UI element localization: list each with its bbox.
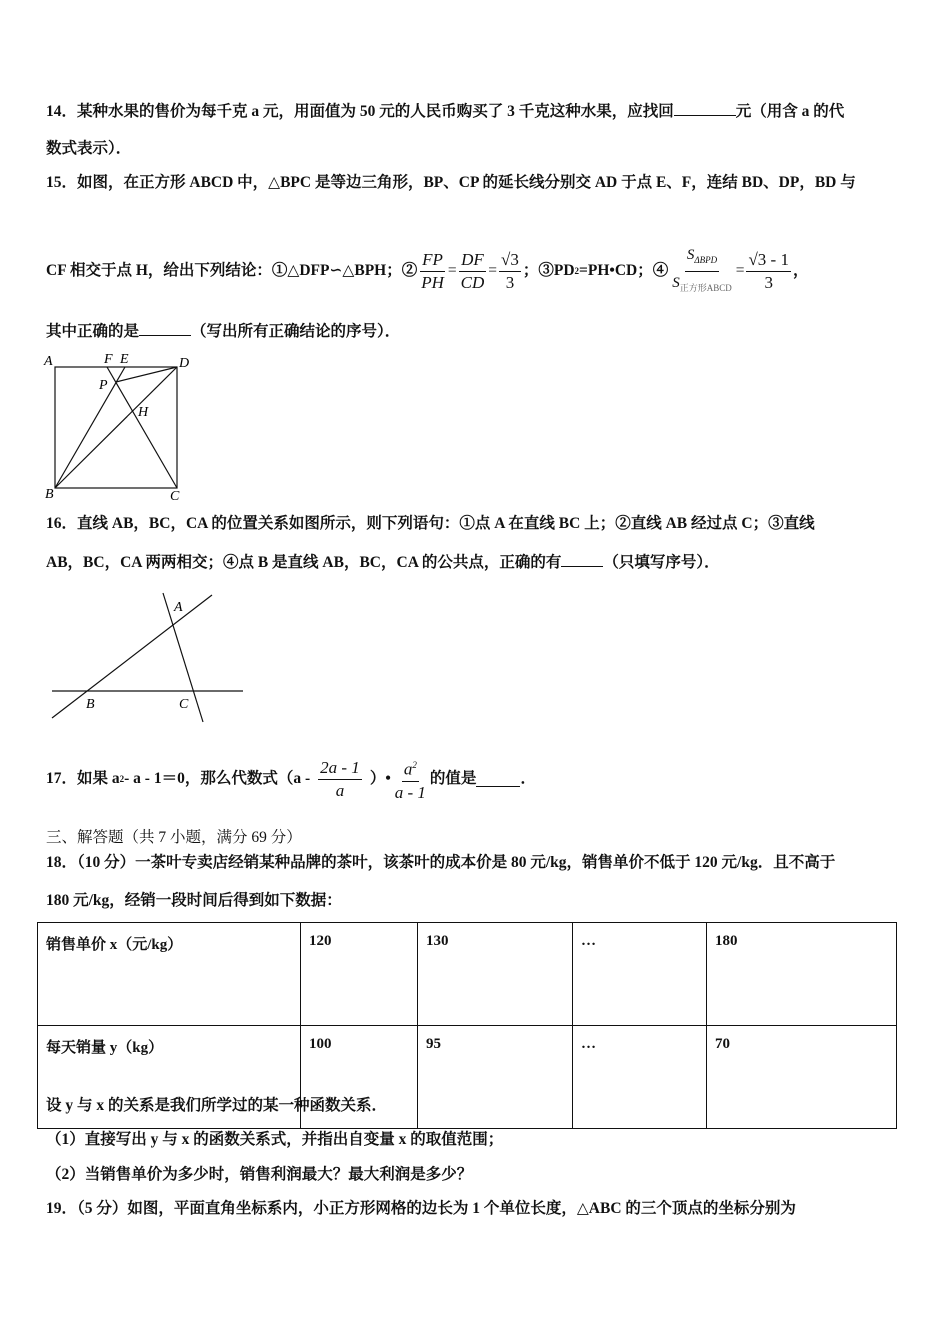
lines-figure xyxy=(0,580,260,740)
subscript: 正方形ABCD xyxy=(679,282,732,293)
equals: = xyxy=(735,262,745,279)
table-cell: 70 xyxy=(707,1026,897,1129)
q16-text: （只填写序号）． xyxy=(603,554,720,571)
table-cell: 每天销量 y（kg） xyxy=(38,1026,301,1129)
table-cell: 销售单价 x（元/kg） xyxy=(38,923,301,1026)
equals: = xyxy=(488,262,498,279)
numerator xyxy=(685,244,719,272)
q17-text: 的值是 xyxy=(429,770,477,787)
denominator: CD xyxy=(460,272,485,292)
numerator: DF xyxy=(459,249,486,272)
q18-line1: 18．（10 分）一茶叶专卖店经销某种品牌的茶叶，该茶叶的成本价是 80 元/kg，销售单价不低于 120 元/kg．且不高于 xyxy=(46,854,836,871)
table-cell: 95 xyxy=(418,1026,573,1129)
denominator: PH xyxy=(421,272,444,292)
superscript: 2 xyxy=(412,760,417,771)
s: S xyxy=(672,274,680,291)
section-heading: 三、解答题（共 7 小题，满分 69 分） xyxy=(46,829,302,846)
label-f: F xyxy=(104,352,113,367)
table-cell: … xyxy=(573,923,707,1026)
fraction xyxy=(670,244,734,299)
table-cell: 100 xyxy=(301,1026,418,1129)
numerator: √3 - 1 xyxy=(746,249,791,272)
fraction xyxy=(393,754,428,804)
q17-text: 17．如果 a xyxy=(46,770,120,787)
superscript: 2 xyxy=(119,774,125,784)
denominator: 3 xyxy=(505,272,515,292)
q18-part2: （2）当销售单价为多少时，销售利润最大？最大利润是多少？ xyxy=(46,1166,473,1183)
q16-text: AB，BC，CA 两两相交；④点 B 是直线 AB，BC，CA 的公共点，正确的有 xyxy=(46,554,562,571)
numerator xyxy=(402,754,419,782)
table-cell: 130 xyxy=(418,923,573,1026)
q14-text-b: 元（用含 a 的代 xyxy=(735,103,845,120)
denominator: 3 xyxy=(764,272,773,292)
line-be xyxy=(55,367,125,488)
numerator: 2a - 1 xyxy=(318,757,362,780)
q14-text: 14．某种水果的售价为每千克 a 元，用面值为 50 元的人民币购买了 3 千克这种水果，应找回 xyxy=(46,103,674,120)
fraction xyxy=(459,249,487,294)
denominator: a - 1 xyxy=(394,782,426,802)
fraction xyxy=(419,249,446,294)
fraction xyxy=(318,757,362,802)
label-p: P xyxy=(99,378,108,393)
line-cf xyxy=(107,367,177,488)
q19-line1: 19．（5 分）如图，平面直角坐标系内，小正方形网格的边长为 1 个单位长度，△ABC 的三个顶点的坐标分别为 xyxy=(46,1200,796,1217)
label-b: B xyxy=(86,697,95,712)
comma: ， xyxy=(792,262,809,279)
label-b: B xyxy=(45,487,54,502)
superscript: 2 xyxy=(574,266,580,276)
q15-text: =PH•CD；④ xyxy=(579,262,669,279)
q14-line2: 数式表示）． xyxy=(46,140,132,157)
a: a xyxy=(403,759,413,779)
square-figure xyxy=(0,0,260,510)
q17-line xyxy=(46,750,536,808)
label-c: C xyxy=(170,489,180,504)
table-cell: 180 xyxy=(707,923,897,1026)
line-bd xyxy=(55,367,177,488)
label-c: C xyxy=(179,697,189,712)
q15-text: CF 相交于点 H，给出下列结论：①△DFP∽△BPH；② xyxy=(46,262,418,279)
q18-part1: （1）直接写出 y 与 x 的函数关系式，并指出自变量 x 的取值范围； xyxy=(46,1131,504,1148)
answer-blank xyxy=(674,101,736,116)
equals: = xyxy=(447,262,457,279)
line-dp xyxy=(116,367,177,382)
table-row xyxy=(38,923,897,1026)
label-e: E xyxy=(120,352,129,367)
numerator: FP xyxy=(420,249,445,272)
table-cell: … xyxy=(573,1026,707,1129)
q18-line2: 180 元/kg，经销一段时间后得到如下数据： xyxy=(46,892,342,909)
q16-line2 xyxy=(46,552,720,573)
q15-text: ；③PD xyxy=(522,262,575,279)
numerator: √3 xyxy=(499,249,521,272)
q17-text: ）• xyxy=(369,770,391,787)
q16-line1: 16．直线 AB，BC，CA 的位置关系如图所示，则下列语句：①点 A 在直线 BC 上；②直线 AB 经过点 C；③直线 xyxy=(46,515,815,532)
q17-text: ． xyxy=(520,770,536,787)
answer-blank xyxy=(561,552,603,567)
q17-text: - a - 1＝0，那么代数式（a - xyxy=(124,770,311,787)
fraction xyxy=(499,249,521,294)
label-d: D xyxy=(179,356,190,371)
denominator: a xyxy=(335,780,345,800)
subscript: ΔBPD xyxy=(694,254,718,265)
q15-text: 其中正确的是 xyxy=(46,323,140,340)
s: S xyxy=(686,246,695,263)
q15-text: （写出所有正确结论的序号）． xyxy=(191,323,401,340)
denominator xyxy=(670,272,734,299)
answer-blank xyxy=(476,772,520,787)
table-cell: 120 xyxy=(301,923,418,1026)
label-a: A xyxy=(174,600,183,615)
q15-line1: 15．如图，在正方形 ABCD 中，△BPC 是等边三角形，BP、CP 的延长线分别交 AD 于点 E、F，连结 BD、DP，BD 与 xyxy=(46,174,856,191)
q18-line3: 设 y 与 x 的关系是我们所学过的某一种函数关系． xyxy=(46,1097,388,1114)
fraction xyxy=(746,249,791,294)
label-h: H xyxy=(138,405,149,420)
label-a: A xyxy=(44,354,53,369)
